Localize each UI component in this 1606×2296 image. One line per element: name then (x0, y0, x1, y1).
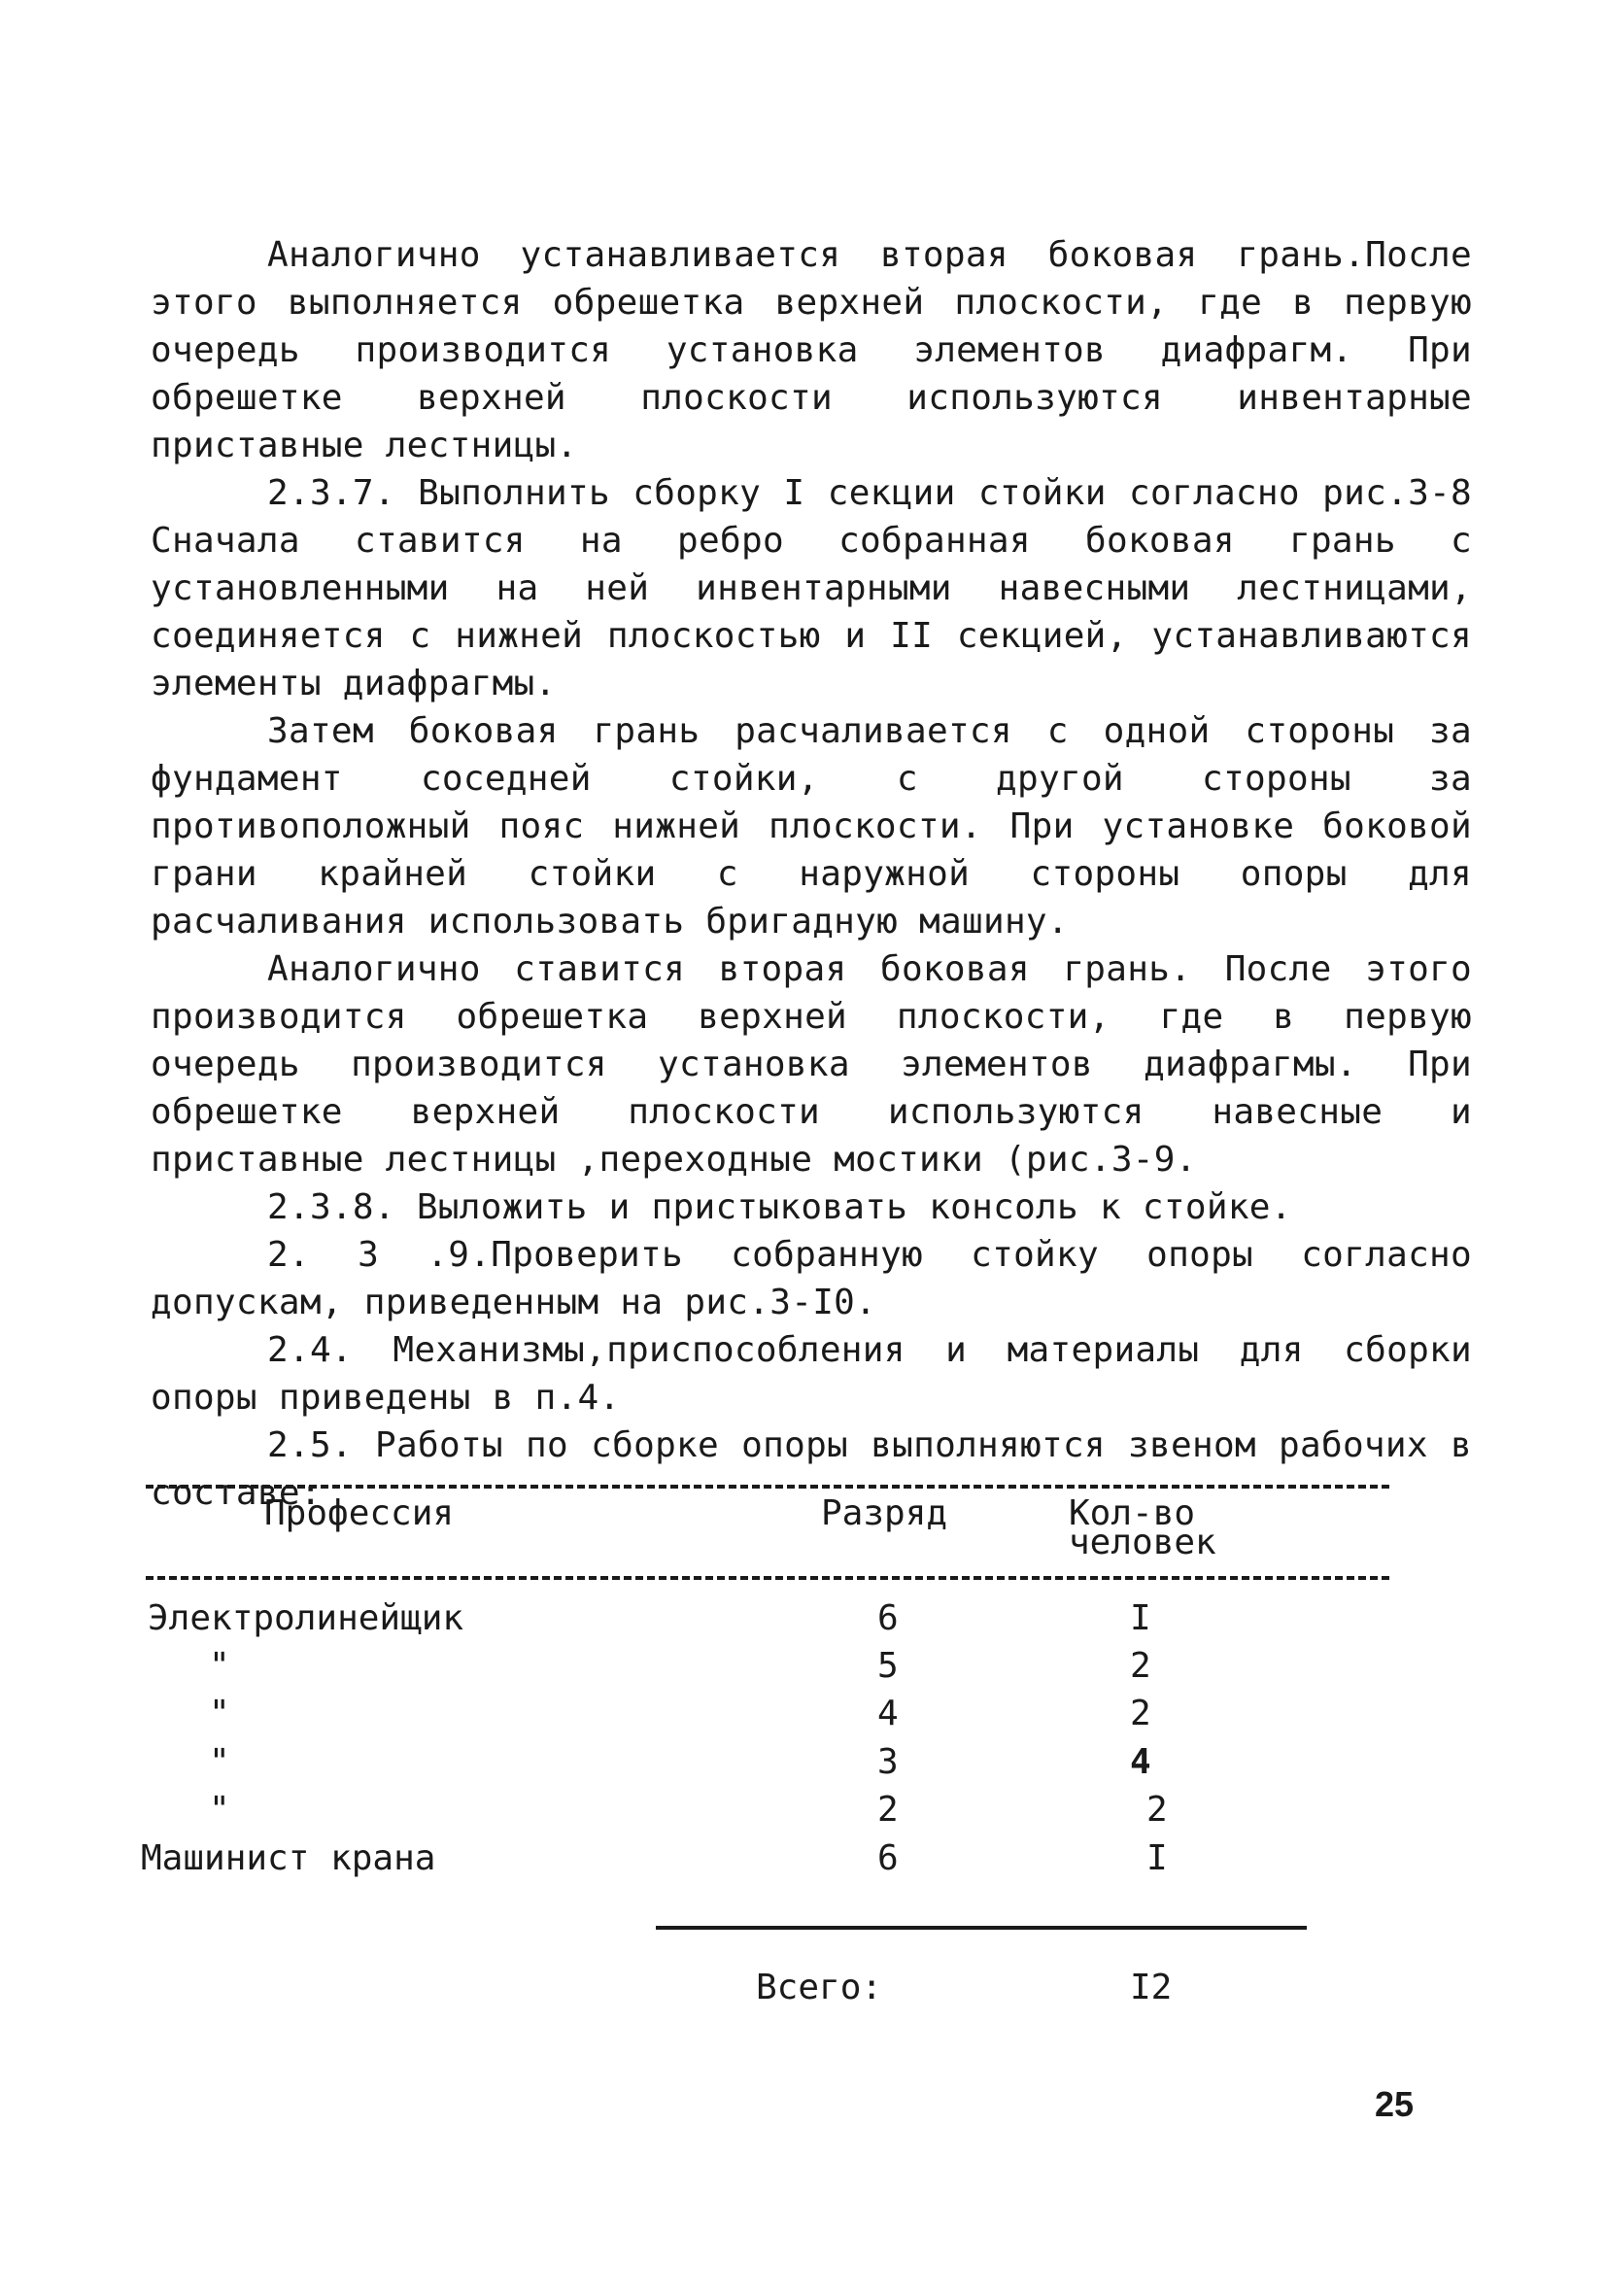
row-profession: " (209, 1646, 230, 1686)
paragraph-6: 2. 3 .9.Проверить собранную стойку опоры согласно допускам, приведенным на рис.3-I0. (151, 1235, 1493, 1322)
row-grade: 2 (877, 1790, 899, 1830)
row-grade: 5 (877, 1646, 899, 1686)
row-grade: 6 (877, 1838, 899, 1878)
row-count: 4 (1130, 1742, 1151, 1782)
row-count: 2 (1130, 1646, 1151, 1686)
row-count: 2 (1130, 1694, 1151, 1733)
header-count-line2: человек (1069, 1523, 1216, 1562)
row-profession: Машинист крана (141, 1838, 436, 1878)
row-grade: 6 (877, 1598, 899, 1638)
row-profession: " (209, 1694, 230, 1733)
row-count: I (1146, 1838, 1168, 1878)
paragraph-2: 2.3.7. Выполнить сборку I секции стойки согласно рис.3-8 Сначала ставится на ребро собранная боковая грань с установленными на ней инвентарными навесными лестницами, соединяется с нижней плоскостью и II секцией, устанавливаются элементы диафрагмы. (151, 473, 1493, 703)
body-text (151, 231, 1493, 1517)
page-number: 25 (1375, 2084, 1415, 2124)
paragraph-4: Аналогично ставится вторая боковая грань. После этого производится обрешетка верхней плоскости, где в первую очередь производится установка элементов диафрагмы. При обрешетке верхней плоскости используются навесные и приставные лестницы ,переходные мостики (рис.3-9. (151, 949, 1493, 1180)
row-profession: " (209, 1790, 230, 1830)
paragraph-1: Аналогично устанавливается вторая боковая грань.После этого выполняется обрешетка верхней плоскости, где в первую очередь производится установка элементов диафрагм. При обрешетке верхней плоскости используются инвентарные приставные лестницы. (151, 235, 1493, 465)
table-top-rule (146, 1485, 1389, 1489)
header-grade: Разряд (821, 1493, 948, 1533)
header-profession: Профессия (264, 1493, 455, 1533)
header-count-line1: Кол-во (1069, 1493, 1196, 1533)
paragraph-8: 2.5. Работы по сборке опоры выполняются звеном рабочих в составе: (151, 1425, 1493, 1513)
row-profession: " (209, 1742, 230, 1782)
row-profession: Электролинейщик (148, 1598, 464, 1638)
total-label: Всего: (756, 1968, 883, 2007)
table-header-rule (146, 1576, 1389, 1580)
total-value: I2 (1130, 1968, 1173, 2007)
paragraph-3: Затем боковая грань расчаливается с одной стороны за фундамент соседней стойки, с другой стороны за противоположный пояс нижней плоскости. При установке боковой грани крайней стойки с наружной стороны опоры для расчаливания использовать бригадную машину. (151, 711, 1493, 942)
paragraph-5: 2.3.8. Выложить и пристыковать консоль к стойке. (267, 1187, 1292, 1227)
row-grade: 3 (877, 1742, 899, 1782)
paragraph-7: 2.4. Механизмы,приспособления и материалы для сборки опоры приведены в п.4. (151, 1330, 1493, 1418)
total-rule (656, 1926, 1307, 1930)
row-grade: 4 (877, 1694, 899, 1733)
row-count: I (1130, 1598, 1151, 1638)
row-count: 2 (1146, 1790, 1168, 1830)
